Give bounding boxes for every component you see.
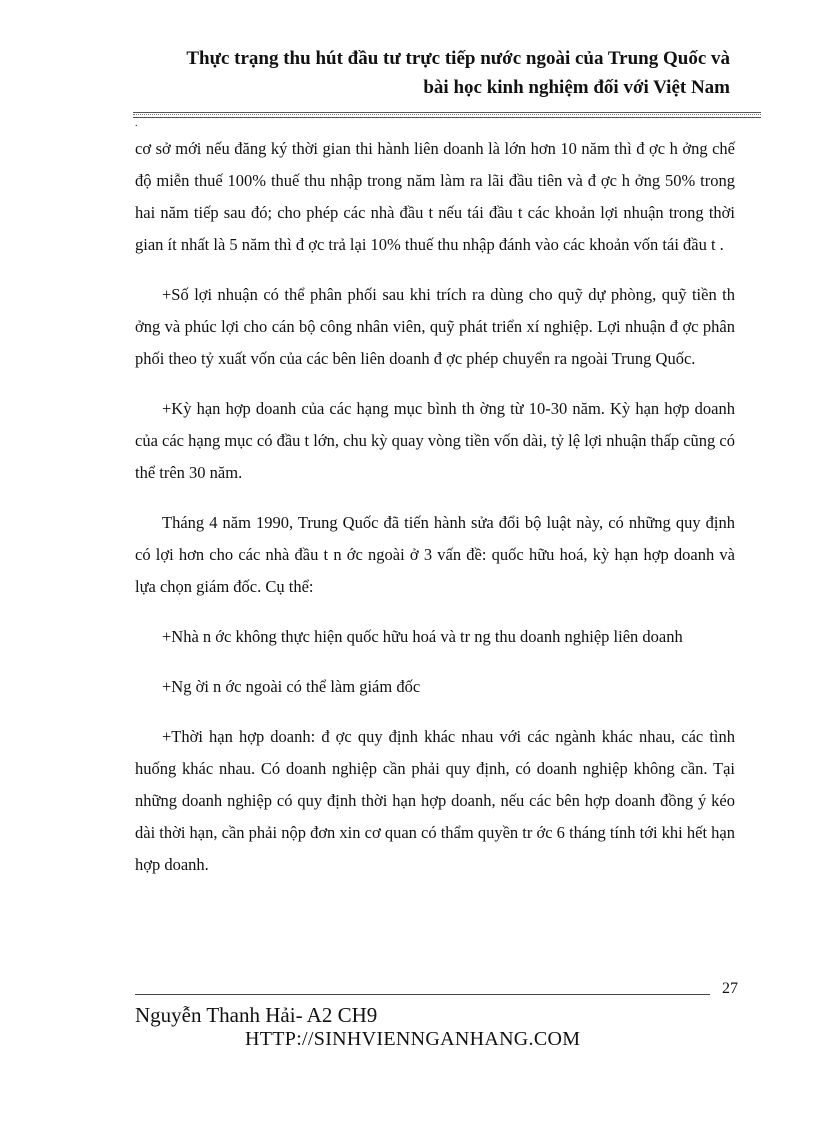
- header-marker: .: [135, 118, 138, 129]
- header-divider: [133, 112, 761, 118]
- footer-divider: [135, 994, 710, 995]
- document-body: [135, 133, 735, 899]
- page-header: [90, 44, 730, 102]
- paragraph-1: cơ sở mới nếu đăng ký thời gian thi hành liên doanh là lớn hơn 10 năm thì đ ợc h ởng chế độ miễn thuế 100% thuế thu nhập trong năm làm ra lãi đầu tiên và đ ợc h ởng 50% trong hai năm tiếp sau đó; cho phép các nhà đầu t nếu tái đầu t các khoản lợi nhuận trong thời gian ít nhất là 5 năm thì đ ợc trả lại 10% thuế thu nhập đánh vào các khoản vốn tái đầu t .: [135, 139, 735, 254]
- paragraph-3: +Kỳ hạn hợp doanh của các hạng mục bình th ờng từ 10-30 năm. Kỳ hạn hợp doanh của các hạng mục có đầu t lớn, chu kỳ quay vòng tiền vốn dài, tỷ lệ lợi nhuận thấp cũng có thể trên 30 năm.: [135, 399, 735, 482]
- header-title-line-2: bài học kinh nghiệm đối với Việt Nam: [423, 77, 730, 98]
- paragraph-2: +Số lợi nhuận có thể phân phối sau khi trích ra dùng cho quỹ dự phòng, quỹ tiền th ởng và phúc lợi cho cán bộ công nhân viên, quỹ phát triển xí nghiệp. Lợi nhuận đ ợc phân phối theo tỷ xuất vốn của các bên liên doanh đ ợc phép chuyển ra ngoài Trung Quốc.: [135, 285, 735, 368]
- footer-website: HTTP://SINHVIENNGANHANG.COM: [245, 1028, 581, 1050]
- paragraph-4: Tháng 4 năm 1990, Trung Quốc đã tiến hành sửa đổi bộ luật này, có những quy định có lợi hơn cho các nhà đầu t n ớc ngoài ở 3 vấn đề: quốc hữu hoá, kỳ hạn hợp doanh và lựa chọn giám đốc. Cụ thể:: [135, 513, 735, 596]
- paragraph-7: +Thời hạn hợp doanh: đ ợc quy định khác nhau với các ngành khác nhau, các tình huống khác nhau. Có doanh nghiệp cần phải quy định, có doanh nghiệp không cần. Tại những doanh nghiệp có quy định thời hạn hợp doanh, nếu các bên hợp doanh đồng ý kéo dài thời hạn, cần phải nộp đơn xin cơ quan có thẩm quyền tr ớc 6 tháng tính tới khi hết hạn hợp doanh.: [135, 727, 735, 874]
- page-number: 27: [722, 980, 738, 997]
- paragraph-5: +Nhà n ớc không thực hiện quốc hữu hoá và tr ng thu doanh nghiệp liên doanh: [162, 627, 683, 646]
- header-title-line-1: Thực trạng thu hút đầu tư trực tiếp nước ngoài của Trung Quốc và: [186, 48, 730, 69]
- paragraph-6: +Ng ời n ớc ngoài có thể làm giám đốc: [162, 677, 421, 696]
- footer-author: Nguyễn Thanh Hải- A2 CH9: [135, 1003, 378, 1027]
